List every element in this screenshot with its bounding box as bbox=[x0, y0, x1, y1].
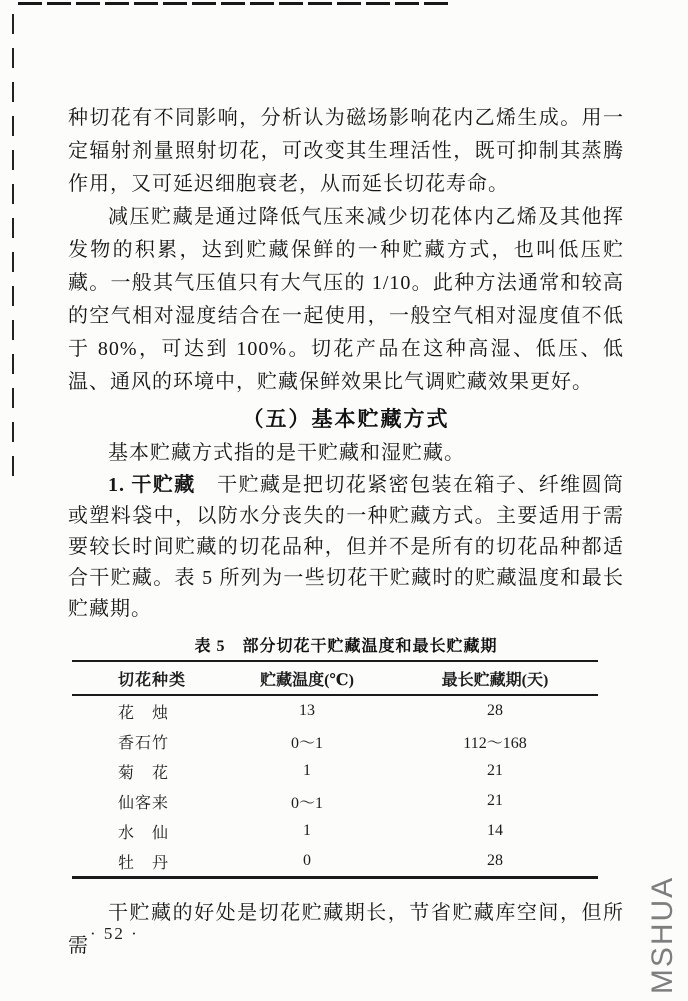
paragraph-dry-storage bbox=[68, 470, 624, 625]
cell-species: 水 仙 bbox=[118, 824, 170, 842]
cell-species: 牡 丹 bbox=[118, 854, 170, 872]
paragraph-radiation: 种切花有不同影响，分析认为磁场影响花内乙烯生成。用一定辐射剂量照射切花，可改变其生理活性，既可抑制其蒸腾作用，又可延迟细胞衰老，从而延长切花寿命。 bbox=[68, 107, 624, 195]
section-heading: （五）基本贮藏方式 bbox=[242, 407, 450, 431]
cell-species: 香石竹 bbox=[118, 734, 170, 752]
cell-temperature: 0～1 bbox=[290, 734, 323, 752]
table-row bbox=[72, 816, 598, 846]
page-number: · 52 · bbox=[90, 924, 139, 943]
cell-max-days: 112～168 bbox=[463, 734, 527, 752]
left-margin-scan-artifact bbox=[12, 14, 14, 476]
page-body bbox=[68, 102, 624, 963]
header-cell-temperature: 贮藏温度(℃) bbox=[260, 671, 354, 689]
paragraph-low-pressure-storage: 减压贮藏是通过降低气压来减少切花体内乙烯及其他挥发物的积累，达到贮藏保鲜的一种贮藏方式，也叫低压贮藏。一般其气压值只有大气压的 1/10。此种方法通常和较高的空气相对湿度结合在一起使用，一般空气相对湿度值不低于 80%，可达到 100%。切花产品在这种高湿、低压、低温、通风的环境中，贮藏保鲜效果比气调贮藏效果更好。 bbox=[68, 206, 624, 393]
cell-temperature: 1 bbox=[303, 762, 311, 779]
table-caption: 表 5 部分切花干贮藏温度和最长贮藏期 bbox=[194, 638, 498, 655]
table-row bbox=[72, 756, 598, 786]
table-row bbox=[72, 846, 598, 876]
table-row bbox=[72, 726, 598, 756]
dry-storage-run-in-heading: 1. 干贮藏 bbox=[108, 474, 196, 496]
paragraph-basic-storage-intro: 基本贮藏方式指的是干贮藏和湿贮藏。 bbox=[108, 442, 465, 464]
cell-species: 仙客来 bbox=[118, 794, 170, 812]
cell-max-days: 14 bbox=[487, 822, 503, 839]
cell-temperature: 1 bbox=[303, 822, 311, 839]
cell-temperature: 0 bbox=[303, 852, 311, 869]
watermark: MSHUA bbox=[646, 875, 679, 995]
cell-max-days: 21 bbox=[487, 792, 503, 809]
dry-storage-text: 干贮藏是把切花紧密包装在箱子、纤维圆筒或塑料袋中，以防水分丧失的一种贮藏方式。主要适用于需要较长时间贮藏的切花品种，但并不是所有的切花品种都适合干贮藏。表 5 所列为一些切花干贮藏时的贮藏温度和最长贮藏期。 bbox=[68, 474, 625, 620]
cell-max-days: 21 bbox=[487, 762, 503, 779]
table-row bbox=[72, 696, 598, 726]
table-row bbox=[72, 786, 598, 816]
header-cell-max-days: 最长贮藏期(天) bbox=[441, 671, 549, 689]
cell-species: 花 烛 bbox=[118, 704, 170, 722]
cell-temperature: 0～1 bbox=[290, 794, 323, 812]
top-edge-scan-artifact bbox=[18, 2, 448, 5]
dry-storage-table bbox=[72, 660, 598, 879]
cell-max-days: 28 bbox=[487, 852, 503, 869]
header-cell-species: 切花种类 bbox=[118, 671, 187, 689]
cell-temperature: 13 bbox=[299, 702, 315, 719]
paragraph-dry-storage-benefits: 干贮藏的好处是切花贮藏期长，节省贮藏库空间，但所需 bbox=[68, 902, 624, 957]
cell-max-days: 28 bbox=[487, 702, 503, 719]
table-header-row bbox=[72, 662, 598, 696]
cell-species: 菊 花 bbox=[118, 764, 170, 782]
